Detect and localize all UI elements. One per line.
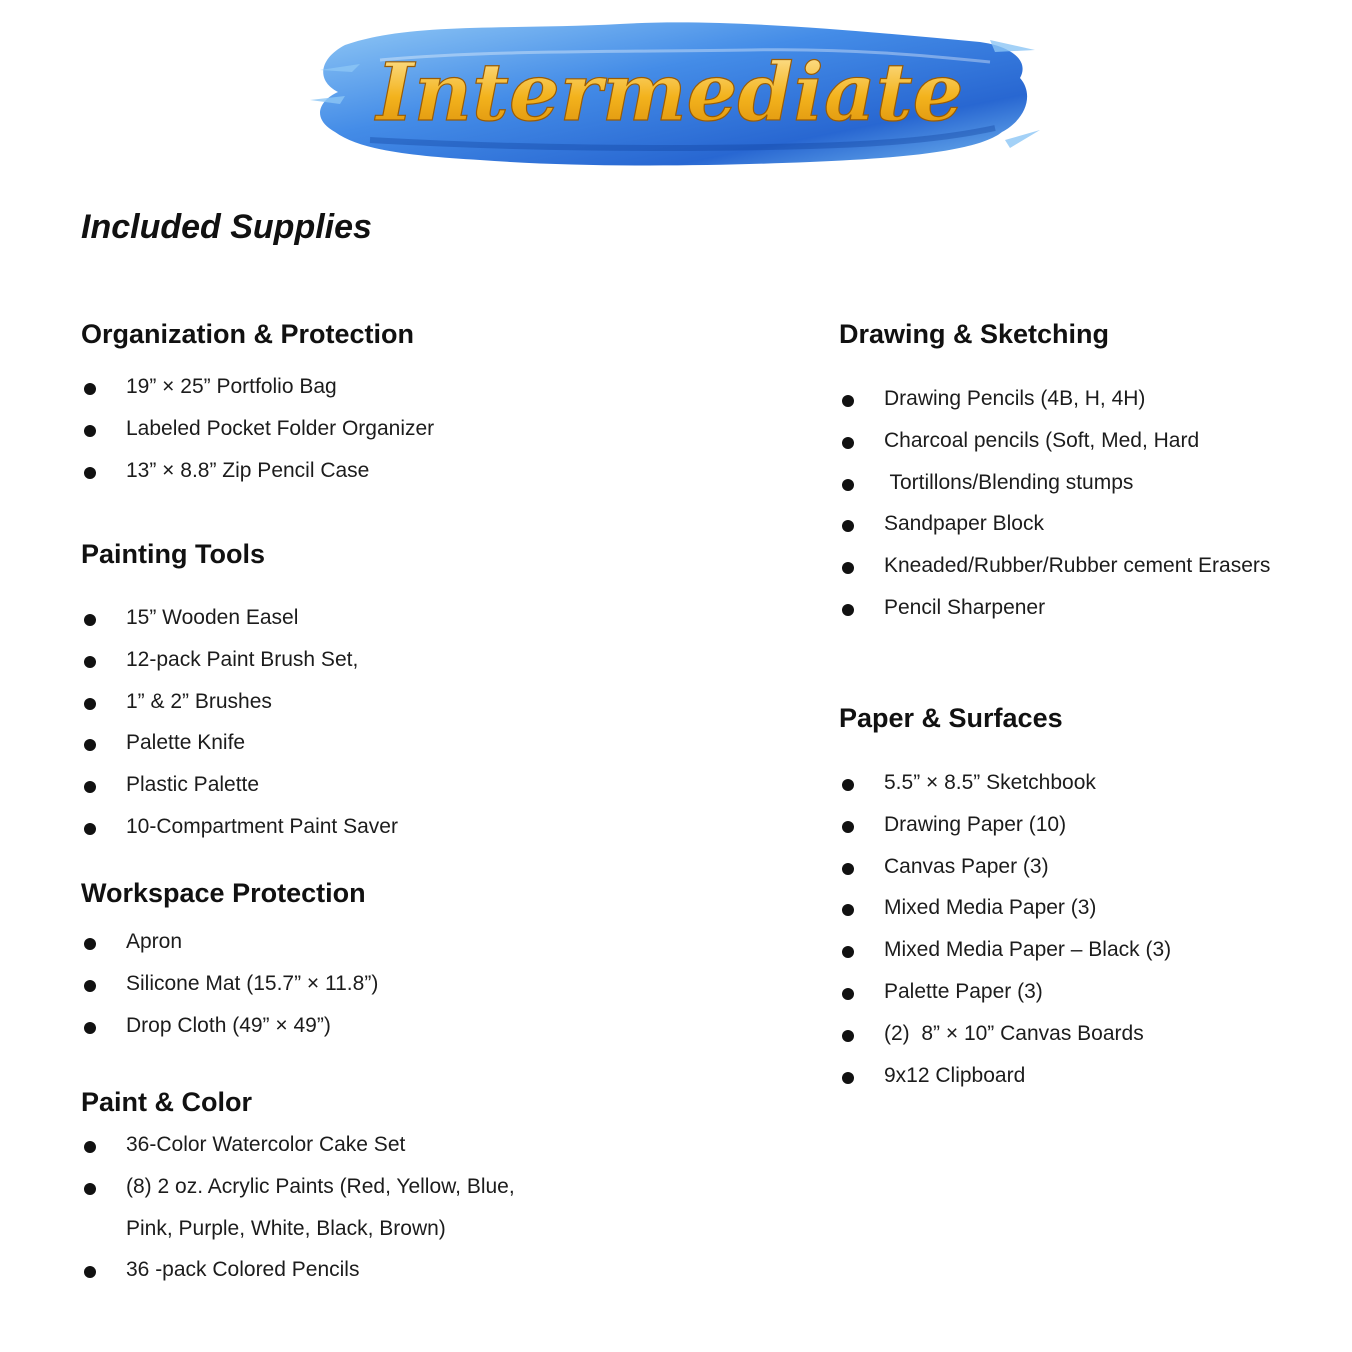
item-label: Silicone Mat (15.7” × 11.8”): [126, 971, 379, 995]
bullet-icon: [842, 904, 854, 916]
bullet-icon: [84, 425, 96, 437]
brush-stroke-background: [290, 0, 1050, 190]
bullet-icon: [84, 1183, 96, 1195]
item-label: 36-Color Watercolor Cake Set: [126, 1133, 406, 1156]
bullet-icon: [842, 946, 854, 958]
section-heading: Paint & Color: [81, 1087, 253, 1117]
bullet-icon: [84, 781, 96, 793]
item-label: (8) 2 oz. Acrylic Paints (Red, Yellow, Blue, Pink, Purple, White, Black, Brown): [126, 1174, 515, 1240]
list-item: [81, 681, 398, 723]
supply-list: [81, 597, 398, 848]
list-item: [81, 1124, 551, 1166]
supply-list: [81, 1124, 551, 1291]
list-item: [81, 806, 398, 848]
section-heading: Painting Tools: [81, 539, 265, 569]
list-item: [839, 1055, 1171, 1097]
section-heading: Workspace Protection: [81, 878, 366, 908]
item-label: Plastic Palette: [126, 773, 260, 797]
item-label: 13” × 8.8” Zip Pencil Case: [126, 458, 370, 482]
bullet-icon: [842, 437, 854, 449]
supply-list: [839, 762, 1171, 1096]
bullet-icon: [84, 938, 96, 950]
item-label: Charcoal pencils (Soft, Med, Hard: [884, 428, 1200, 452]
list-item: [839, 503, 1270, 545]
bullet-icon: [84, 656, 96, 668]
item-label: Kneaded/Rubber/Rubber cement Erasers: [884, 554, 1271, 578]
supply-list: [81, 921, 378, 1046]
list-item: [839, 462, 1270, 504]
list-item: [839, 1013, 1171, 1055]
list-item: [81, 597, 398, 639]
list-item: [81, 963, 378, 1005]
list-item: [81, 408, 434, 450]
item-label: 10-Compartment Paint Saver: [126, 814, 398, 838]
item-label: Labeled Pocket Folder Organizer: [126, 416, 435, 440]
item-label: Apron: [126, 930, 183, 953]
item-label: 9x12 Clipboard: [884, 1063, 1026, 1087]
list-item: [81, 450, 434, 492]
list-item: [839, 887, 1171, 929]
list-item: [81, 722, 398, 764]
page-title: Intermediate: [376, 45, 964, 139]
item-label: 12-pack Paint Brush Set,: [126, 647, 359, 671]
section-painting-tools: [81, 538, 398, 848]
bullet-icon: [842, 1030, 854, 1042]
bullet-icon: [842, 821, 854, 833]
item-label: 36 -pack Colored Pencils: [126, 1258, 360, 1282]
bullet-icon: [84, 383, 96, 395]
included-supplies-heading: Included Supplies: [81, 208, 372, 246]
section-paper-surfaces: [839, 702, 1171, 1096]
list-item: [81, 366, 434, 408]
bullet-icon: [84, 1266, 96, 1278]
item-label: (2) 8” × 10” Canvas Boards: [884, 1021, 1144, 1045]
list-item: [81, 764, 398, 806]
list-item: [81, 1005, 378, 1047]
section-organization-protection: [81, 318, 434, 491]
item-label: Tortillons/Blending stumps: [884, 470, 1134, 494]
bullet-icon: [84, 614, 96, 626]
bullet-icon: [842, 520, 854, 532]
section-heading: Drawing & Sketching: [839, 319, 1110, 349]
bullet-icon: [842, 604, 854, 616]
list-item: [839, 378, 1270, 420]
bullet-icon: [842, 479, 854, 491]
list-item: [839, 846, 1171, 888]
item-label: 15” Wooden Easel: [126, 606, 299, 629]
section-paint-color: [81, 1086, 551, 1291]
list-item: [839, 804, 1171, 846]
list-item: [839, 929, 1171, 971]
list-item: [839, 971, 1171, 1013]
bullet-icon: [842, 779, 854, 791]
list-item: [81, 1249, 551, 1291]
section-workspace-protection: [81, 877, 378, 1046]
list-item: [81, 1166, 551, 1250]
list-item: [81, 921, 378, 963]
bullet-icon: [842, 988, 854, 1000]
bullet-icon: [842, 1072, 854, 1084]
item-label: Mixed Media Paper – Black (3): [884, 938, 1172, 962]
item-label: Palette Paper (3): [884, 979, 1043, 1003]
bullet-icon: [842, 562, 854, 574]
bullet-icon: [84, 1022, 96, 1034]
list-item: [839, 420, 1270, 462]
list-item: [81, 639, 398, 681]
item-label: 1” & 2” Brushes: [126, 689, 272, 713]
item-label: Palette Knife: [126, 731, 246, 755]
item-label: 5.5” × 8.5” Sketchbook: [884, 771, 1096, 794]
section-heading: Organization & Protection: [81, 319, 415, 349]
item-label: 19” × 25” Portfolio Bag: [126, 375, 337, 398]
item-label: Drop Cloth (49” × 49”): [126, 1013, 331, 1037]
list-item: [839, 545, 1270, 587]
bullet-icon: [84, 1141, 96, 1153]
item-label: Sandpaper Block: [884, 512, 1044, 536]
supply-list: [839, 378, 1270, 629]
item-label: Pencil Sharpener: [884, 595, 1046, 619]
title-banner: [290, 0, 1050, 190]
section-heading: Paper & Surfaces: [839, 703, 1063, 733]
list-item: [839, 587, 1270, 629]
item-label: Canvas Paper (3): [884, 854, 1049, 878]
bullet-icon: [84, 739, 96, 751]
bullet-icon: [842, 863, 854, 875]
section-drawing-sketching: [839, 318, 1270, 629]
bullet-icon: [84, 467, 96, 479]
item-label: Drawing Paper (10): [884, 812, 1067, 836]
bullet-icon: [84, 698, 96, 710]
supply-list: [81, 366, 434, 491]
bullet-icon: [842, 395, 854, 407]
list-item: [839, 762, 1171, 804]
item-label: Mixed Media Paper (3): [884, 896, 1097, 920]
bullet-icon: [84, 823, 96, 835]
bullet-icon: [84, 980, 96, 992]
item-label: Drawing Pencils (4B, H, 4H): [884, 387, 1146, 410]
